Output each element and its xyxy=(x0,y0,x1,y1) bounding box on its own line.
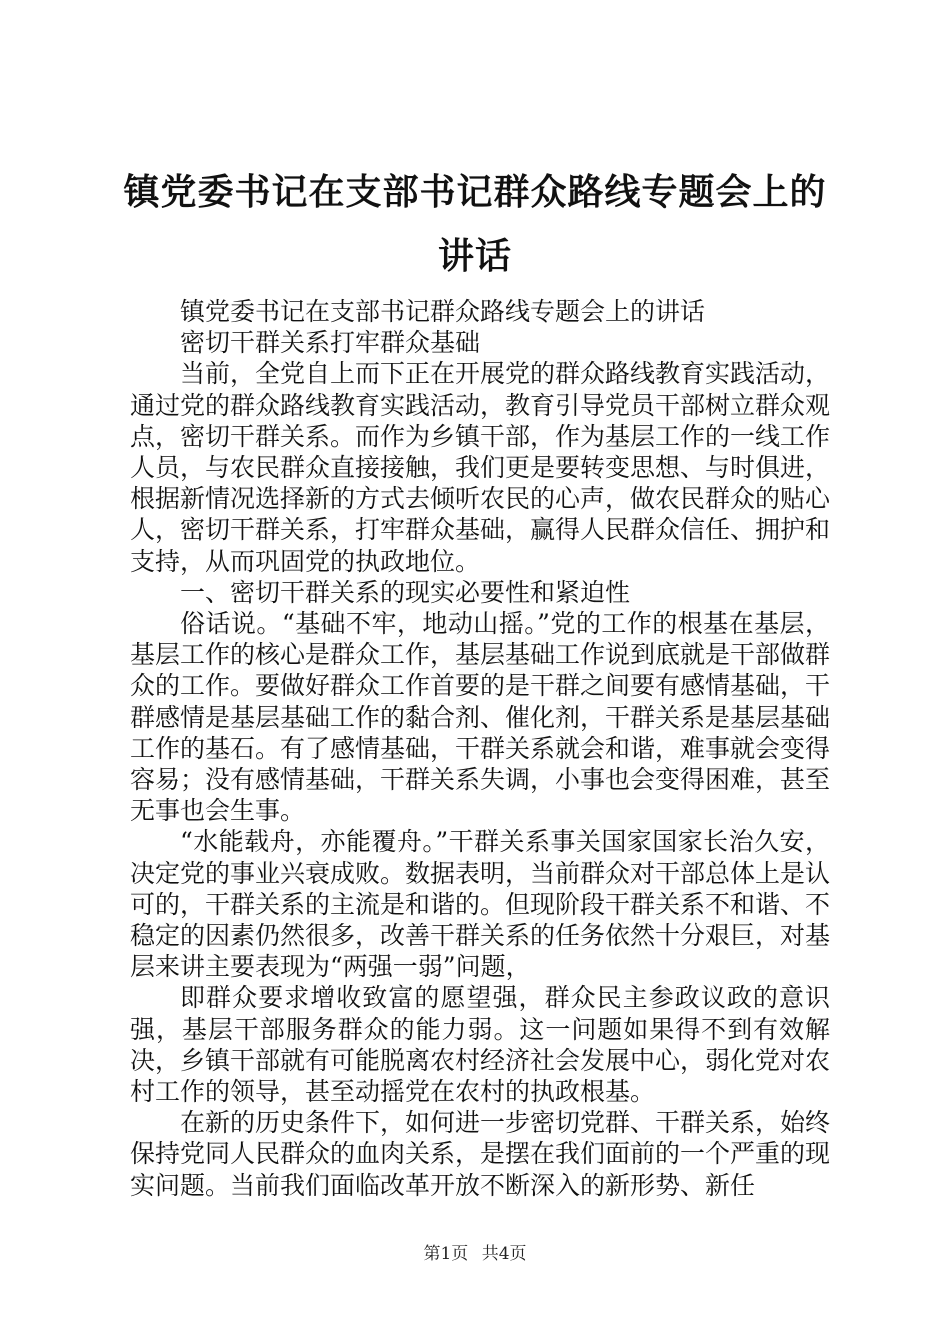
page-total: 共4页 xyxy=(481,1244,527,1264)
body-paragraph: “水能载舟，亦能覆舟。”干群关系事关国家国家长治久安，决定党的事业兴衰成败。数据表明，当前群众对干部总体上是认可的，干群关系的主流是和谐的。但现阶段干群关系不和谐、不稳定的因素仍然很多，改善干群关系的任务依然十分艰巨，对基层来讲主要表现为“两强一弱”问题， xyxy=(130,827,831,982)
body-paragraph: 当前，全党自上而下正在开展党的群众路线教育实践活动，通过党的群众路线教育实践活动，教育引导党员干部树立群众观点，密切干群关系。而作为乡镇干部，作为基层工作的一线工作人员，与农民群众直接接触，我们更是要转变思想、与时俱进，根据新情况选择新的方式去倾听农民的心声，做农民群众的贴心人，密切干群关系，打牢群众基础，赢得人民群众信任、拥护和支持，从而巩固党的执政地位。 xyxy=(130,359,831,576)
body-paragraph: 镇党委书记在支部书记群众路线专题会上的讲话 xyxy=(180,297,706,326)
body-paragraph: 俗话说。“基础不牢，地动山摇。”党的工作的根基在基层，基层工作的核心是群众工作，基层基础工作说到底就是干部做群众的工作。要做好群众工作首要的是干群之间要有感情基础，干群感情是基层基础工作的黏合剂、催化剂，干群关系是基层基础工作的基石。有了感情基础，干群关系就会和谐，难事就会变得容易；没有感情基础，干群关系失调，小事也会变得困难，甚至无事也会生事。 xyxy=(130,609,831,826)
page-footer xyxy=(0,1244,950,1264)
body-paragraph: 在新的历史条件下，如何进一步密切党群、干群关系，始终保持党同人民群众的血肉关系，是摆在我们面前的一个严重的现实问题。当前我们面临改革开放不断深入的新形势、新任 xyxy=(130,1108,831,1200)
document-body xyxy=(130,296,830,1201)
page-number: 第1页 xyxy=(423,1244,469,1264)
body-paragraph: 密切干群关系打牢群众基础 xyxy=(180,328,481,358)
body-paragraph: 即群众要求增收致富的愿望强，群众民主参政议政的意识强，基层干部服务群众的能力弱。这一问题如果得不到有效解决，乡镇干部就有可能脱离农村经济社会发展中心，弱化党对农村工作的领导，甚至动摇党在农村的执政根基。 xyxy=(130,983,831,1107)
document-title: 镇党委书记在支部书记群众路线专题会上的讲话 xyxy=(123,171,827,277)
section-heading: 一、密切干群关系的现实必要性和紧迫性 xyxy=(180,577,631,607)
